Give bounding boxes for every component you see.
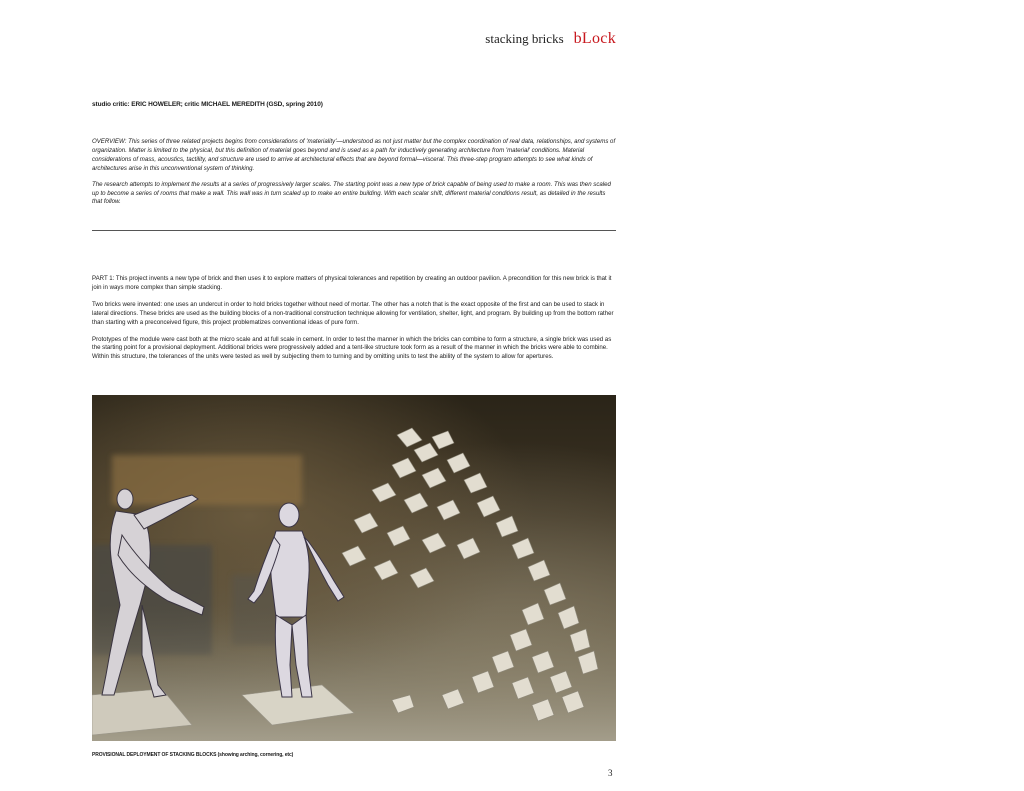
overview-section (92, 138, 616, 214)
header-brand: bLock (573, 30, 616, 47)
header-subtitle: stacking bricks (485, 31, 564, 46)
section-divider (92, 230, 616, 231)
overview-paragraph: OVERVIEW: This series of three related projects begins from considerations of 'materiality'—understood as not just matter but the complex coordination of real data, relationships, and systems of organization. Matter is limited to the physical, but this definition of material goes beyond and is used as a path for inductively generating architecture from 'material' conditions. Material considerations of mass, acoustics, tactility, and structure are used to arrive at architectural effects that are beyond formal—visceral. This three-step program attempts to see what kinds of architectures arise in this unconventional system of thinking. (92, 138, 616, 172)
part1-paragraph: Prototypes of the module were cast both at the micro scale and at full scale in cement. In order to test the manner in which the bricks can combine to form a structure, a single brick was used as the starting point for a provisional deployment. Additional bricks were progressively added and a tent-like structure took form as a result of the manner in which the bricks were able to combine. Within this structure, the tolerances of the units were tested as well by subjecting them to turning and by omitting units to test the ability of the system to allow for apertures. (92, 335, 612, 361)
figure-caption: PROVISIONAL DEPLOYMENT OF STACKING BLOCKS (showing arching, cornering, etc) (92, 752, 294, 758)
pavilion-photo (92, 395, 616, 741)
part1-section (92, 275, 616, 370)
critic-line: studio critic: ERIC HOWELER; critic MICHAEL MEREDITH (GSD, spring 2010) (92, 101, 323, 108)
page-header (485, 30, 616, 48)
part1-paragraph: PART 1: This project invents a new type of brick and then uses it to explore matters of physical tolerances and repetition by creating an outdoor pavilion. A precondition for this new brick is that it join in ways more complex than simple stacking. (92, 275, 612, 291)
overview-paragraph: The research attempts to implement the results at a series of progressively larger scales. The starting point was a new type of brick capable of being used to make a room. This was then scaled up to become a series of rooms that make a wall. This wall was in turn scaled up to make an entire building. With each scalar shift, different material conditions result, as detailed in the results that follow. (92, 180, 611, 206)
part1-paragraph: Two bricks were invented: one uses an undercut in order to hold bricks together without need of mortar. The other has a notch that is the exact opposite of the first and can be used to stack in lateral directions. These bricks are used as the building blocks of a non-traditional construction technique allowing for ventilation, shelter, light, and program. By building up from the bottom rather than starting with a preconceived figure, this project problematizes conventional ideas of pure form. (92, 300, 614, 326)
page-number: 3 (608, 768, 613, 778)
